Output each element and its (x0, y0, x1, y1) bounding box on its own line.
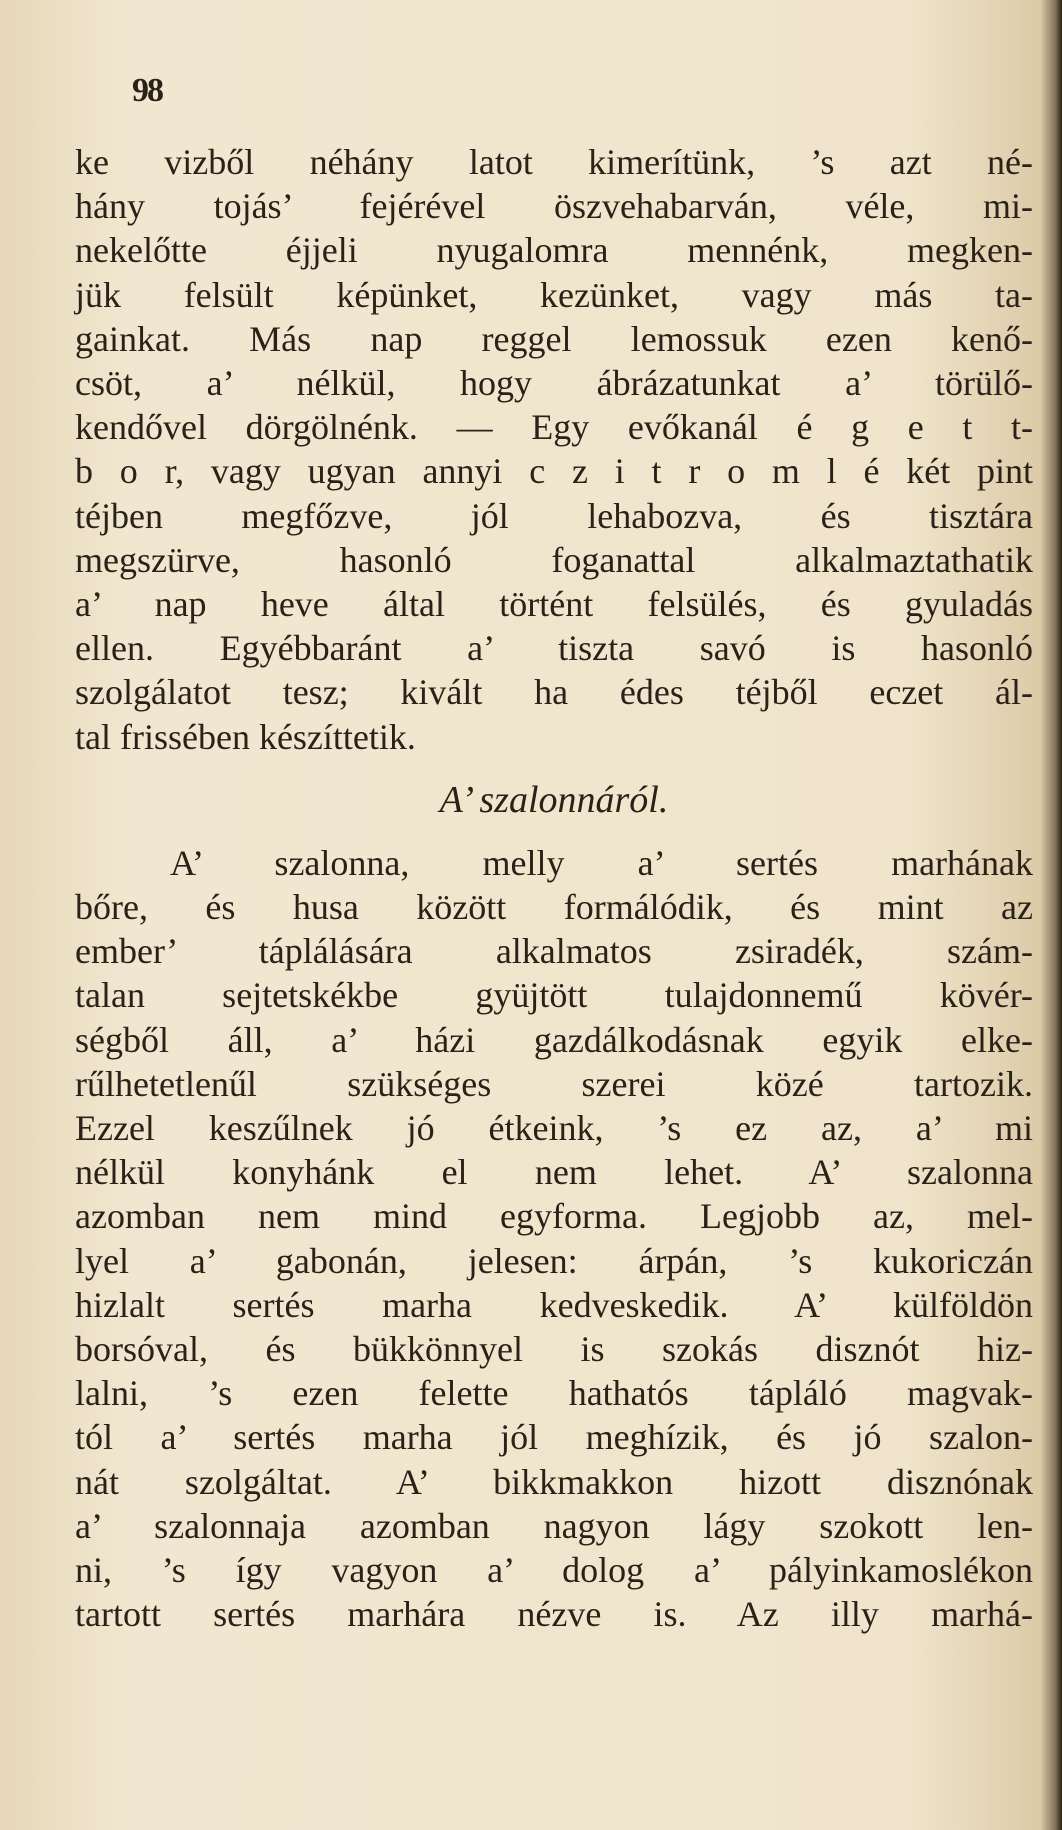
paragraph-2 (75, 841, 1033, 1637)
text-line: talan sejtetskékbe gyüjtött tulajdonnemű kövér- (75, 975, 1033, 1016)
text-line: a’ nap heve által történt felsülés, és gyuladás (75, 584, 1033, 625)
text-line: lyel a’ gabonán, jelesen: árpán, ’s kukoriczán (75, 1240, 1033, 1281)
text-line: csöt, a’ nélkül, hogy ábrázatunkat a’ törülő- (75, 363, 1033, 404)
text-line: ellen. Egyébbaránt a’ tiszta savó is hasonló (75, 628, 1033, 669)
text-line: azomban nem mind egyforma. Legjobb az, mel- (75, 1196, 1033, 1237)
text-line: szolgálatot tesz; kivált ha édes téjből eczet ál- (75, 672, 1033, 713)
text-line: hány tojás’ fejérével öszvehabarván, véle, mi- (75, 186, 1033, 227)
text-line: gainkat. Más nap reggel lemossuk ezen kenő- (75, 318, 1033, 359)
text-line: kendővel dörgölnénk. — Egy evőkanál é g e t t- (75, 407, 1033, 448)
section-heading: A’ szalonnáról. (439, 778, 669, 821)
text-line: tal frissében készíttetik. (75, 716, 416, 757)
text-line: ni, ’s így vagyon a’ dolog a’ pályinkamoslékon (75, 1550, 1033, 1591)
text-line: tartott sertés marhára nézve is. Az illy marhá- (75, 1594, 1033, 1635)
text-line: jük felsült képünket, kezünket, vagy más ta- (75, 274, 1033, 315)
text-line: a’ szalonnaja azomban nagyon lágy szokott len- (75, 1505, 1033, 1546)
text-line: ségből áll, a’ házi gazdálkodásnak egyik elke- (75, 1019, 1033, 1060)
text-line: b o r, vagy ugyan annyi c z i t r o m l é két pint (75, 451, 1033, 492)
text-line: nekelőtte éjjeli nyugalomra mennénk, megken- (75, 230, 1033, 271)
text-line: ember’ táplálására alkalmatos zsiradék, szám- (75, 931, 1033, 972)
page-number: 98 (132, 72, 162, 109)
text-line: megszürve, hasonló foganattal alkalmaztathatik (75, 539, 1033, 580)
text-line: bőre, és husa között formálódik, és mint az (75, 887, 1033, 928)
text-line: téjben megfőzve, jól lehabozva, és tisztára (75, 495, 1033, 536)
text-block (75, 140, 1033, 1637)
book-spine-shadow (1040, 0, 1062, 1830)
text-line: rűlhetetlenűl szükséges szerei közé tartozik. (75, 1063, 1033, 1104)
text-line: nát szolgáltat. A’ bikkmakkon hizott disznónak (75, 1461, 1033, 1502)
text-line: tól a’ sertés marha jól meghízik, és jó szalon- (75, 1417, 1033, 1458)
text-line: nélkül konyhánk el nem lehet. A’ szalonna (75, 1152, 1033, 1193)
text-line: hizlalt sertés marha kedveskedik. A’ külföldön (75, 1284, 1033, 1325)
text-line: ke vizből néhány latot kimerítünk, ’s azt né- (75, 142, 1033, 182)
text-line: lalni, ’s ezen felette hathatós tápláló magvak- (75, 1373, 1033, 1414)
paragraph-1 (75, 140, 1033, 759)
text-line: Ezzel keszűlnek jó étkeink, ’s ez az, a’ mi (75, 1108, 1033, 1149)
text-line: A’ szalonna, melly a’ sertés marhának (170, 842, 1033, 883)
text-line: borsóval, és bükkönnyel is szokás disznót hiz- (75, 1329, 1033, 1370)
